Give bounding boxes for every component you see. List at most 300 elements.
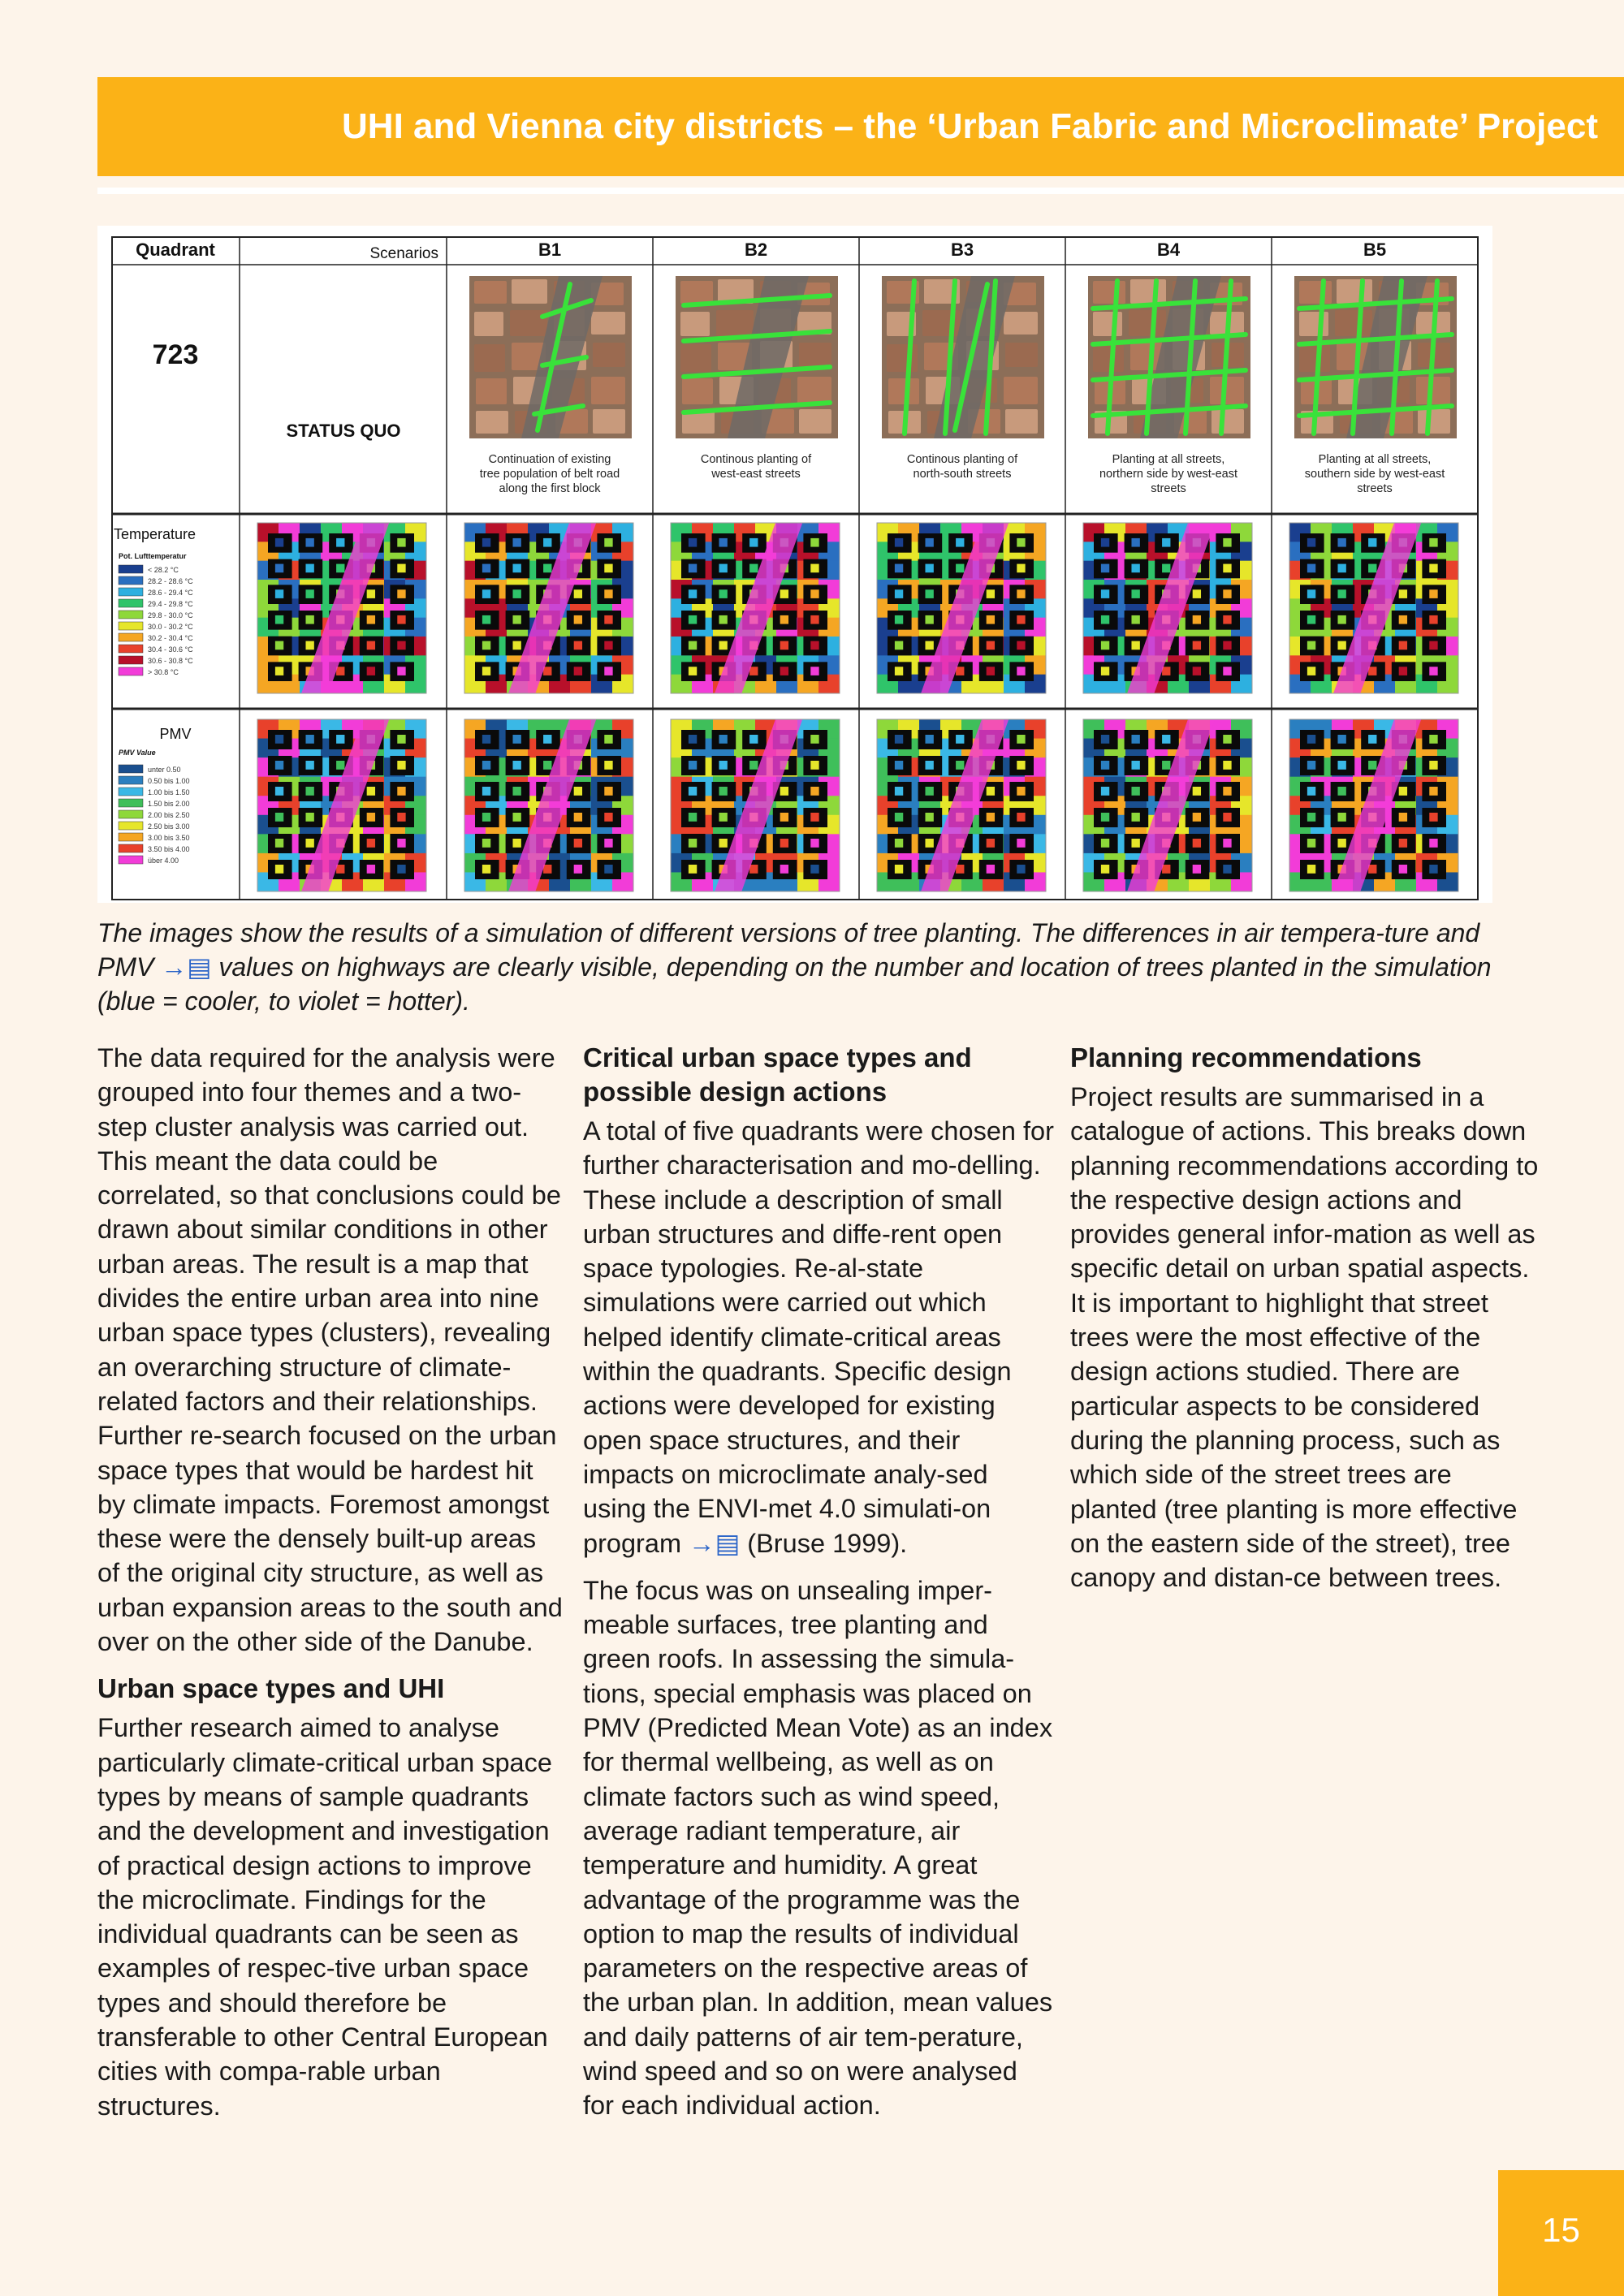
pmv-legend-label: 2.50 bis 3.00 <box>148 822 190 831</box>
courtyard <box>482 761 490 770</box>
courtyard <box>1429 667 1437 675</box>
temperature-legend-swatch <box>119 633 143 641</box>
courtyard <box>987 839 995 848</box>
heading-critical-urban-space: Critical urban space types and possible design actions <box>583 1042 972 1107</box>
scenario-description-B3: north-south streets <box>913 468 1012 481</box>
rooftop-block <box>593 343 625 367</box>
courtyard <box>780 787 788 796</box>
courtyard <box>749 667 758 675</box>
courtyard <box>1017 538 1025 547</box>
courtyard <box>1337 641 1345 650</box>
courtyard <box>512 761 520 770</box>
temperature-map-1 <box>464 523 634 694</box>
courtyard <box>397 589 405 598</box>
courtyard <box>895 865 903 874</box>
courtyard <box>1101 589 1109 598</box>
courtyard <box>1223 538 1231 547</box>
pmv-legend-title: PMV Value <box>119 749 156 757</box>
rooftop-block <box>1299 312 1328 336</box>
rooftop-block <box>510 310 547 336</box>
courtyard <box>1399 787 1407 796</box>
courtyard <box>604 589 612 598</box>
pmv-legend-label: 2.00 bis 2.50 <box>148 811 190 819</box>
caption-text-1: The images show the results of a simulation of different versions of tree planting. The differences in air tempera-ture and PMV <box>97 918 1480 982</box>
rooftop-block <box>476 411 508 434</box>
courtyard <box>1368 564 1376 573</box>
courtyard <box>987 865 995 874</box>
scenario-description-B1: along the first block <box>499 482 601 495</box>
rooftop-block <box>716 310 754 336</box>
temperature-legend-label: 29.4 - 29.8 °C <box>148 600 193 608</box>
courtyard <box>1101 787 1109 796</box>
courtyard <box>1101 667 1109 675</box>
courtyard <box>1017 641 1025 650</box>
courtyard <box>810 839 818 848</box>
temperature-legend-swatch <box>119 576 143 585</box>
rooftop-block <box>512 279 547 304</box>
courtyard <box>482 787 490 796</box>
courtyard <box>1429 813 1437 822</box>
rooftop-block <box>1129 310 1166 336</box>
courtyard <box>1307 839 1315 848</box>
courtyard <box>689 538 697 547</box>
temperature-legend-label: 28.6 - 29.4 °C <box>148 589 193 597</box>
courtyard <box>780 589 788 598</box>
courtyard <box>719 761 727 770</box>
pmv-legend-label: 1.00 bis 1.50 <box>148 788 190 796</box>
col2-text-1b: (Bruse 1999). <box>740 1528 908 1558</box>
courtyard <box>1429 615 1437 624</box>
scenario-description-B2: Continous planting of <box>700 453 812 466</box>
courtyard <box>895 735 903 744</box>
pmv-legend-swatch <box>119 776 143 784</box>
courtyard <box>1017 735 1025 744</box>
courtyard <box>810 641 818 650</box>
simulation-figure <box>97 226 1492 903</box>
courtyard <box>689 839 697 848</box>
courtyard <box>275 735 283 744</box>
temperature-legend-label: 30.2 - 30.4 °C <box>148 634 193 642</box>
aerial-thumbnail-1 <box>469 276 632 438</box>
courtyard <box>336 667 344 675</box>
courtyard <box>482 538 490 547</box>
courtyard <box>397 641 405 650</box>
status-quo-label: STATUS QUO <box>286 421 401 441</box>
courtyard <box>604 564 612 573</box>
courtyard <box>397 761 405 770</box>
courtyard <box>987 589 995 598</box>
header-band <box>97 77 1624 176</box>
rooftop-block <box>1299 344 1330 372</box>
courtyard <box>275 667 283 675</box>
courtyard <box>956 761 964 770</box>
scenario-label-B1: B1 <box>538 240 562 260</box>
courtyard <box>482 564 490 573</box>
courtyard <box>1307 615 1315 624</box>
scenario-label-B3: B3 <box>950 240 974 260</box>
col2-text-1a: A total of five quadrants were chosen for further characterisation and mo-delling. These include a description of small urban structures and diffe-rent open space typologies. Re-al-state simulations were carried out which helped identify climate-critical areas within the quadrants. Specific design actions were developed for existing open space structures, and their impacts on microclimate analy-sed using the ENVI-met 4.0 simulati-on program <box>583 1116 1054 1558</box>
courtyard <box>1162 564 1170 573</box>
courtyard <box>1193 839 1201 848</box>
rooftop-block <box>1299 281 1332 304</box>
courtyard <box>1429 564 1437 573</box>
courtyard <box>719 813 727 822</box>
courtyard <box>956 564 964 573</box>
courtyard <box>810 538 818 547</box>
glossary-link-icon[interactable]: →▤ <box>161 952 212 982</box>
courtyard <box>482 589 490 598</box>
courtyard <box>810 564 818 573</box>
courtyard <box>574 865 582 874</box>
col2-paragraph-1 <box>583 1114 1054 1560</box>
courtyard <box>543 735 551 744</box>
courtyard <box>925 538 933 547</box>
courtyard <box>749 761 758 770</box>
courtyard <box>895 641 903 650</box>
courtyard <box>1307 589 1315 598</box>
courtyard <box>987 667 995 675</box>
courtyard <box>1131 589 1139 598</box>
aerial-thumbnail-5 <box>1294 276 1457 438</box>
courtyard <box>482 615 490 624</box>
courtyard <box>780 641 788 650</box>
courtyard <box>574 787 582 796</box>
courtyard <box>719 839 727 848</box>
courtyard <box>367 615 375 624</box>
courtyard <box>1131 615 1139 624</box>
courtyard <box>1223 839 1231 848</box>
temperature-legend-title: Pot. Lufttemperatur <box>119 552 187 560</box>
courtyard <box>780 813 788 822</box>
courtyard <box>895 839 903 848</box>
courtyard <box>604 538 612 547</box>
courtyard <box>482 839 490 848</box>
rooftop-block <box>593 409 625 434</box>
rooftop-block <box>680 312 710 336</box>
pmv-legend-swatch <box>119 844 143 852</box>
courtyard <box>1017 615 1025 624</box>
courtyard <box>956 538 964 547</box>
courtyard <box>810 813 818 822</box>
courtyard <box>397 839 405 848</box>
pmv-label: PMV <box>159 726 192 742</box>
courtyard <box>1337 735 1345 744</box>
courtyard <box>367 641 375 650</box>
courtyard <box>1101 538 1109 547</box>
temperature-legend-swatch <box>119 565 143 573</box>
courtyard <box>1193 865 1201 874</box>
courtyard <box>543 667 551 675</box>
temperature-map-5 <box>1289 523 1459 694</box>
simulation-table <box>97 226 1492 903</box>
courtyard <box>397 813 405 822</box>
rooftop-block <box>474 281 507 304</box>
courtyard <box>1223 813 1231 822</box>
courtyard <box>1429 865 1437 874</box>
rooftop-block <box>1004 377 1038 404</box>
rooftop-block <box>1005 343 1038 367</box>
courtyard <box>1337 813 1345 822</box>
courtyard <box>1017 564 1025 573</box>
courtyard <box>1399 865 1407 874</box>
courtyard <box>1017 865 1025 874</box>
pmv-legend-swatch <box>119 799 143 807</box>
rooftop-block <box>799 343 831 367</box>
temperature-legend-swatch <box>119 656 143 664</box>
courtyard <box>719 589 727 598</box>
courtyard <box>367 589 375 598</box>
courtyard <box>1368 735 1376 744</box>
courtyard <box>1131 538 1139 547</box>
scenario-description-B5: southern side by west-east <box>1304 468 1445 481</box>
courtyard <box>275 839 283 848</box>
courtyard <box>1131 787 1139 796</box>
courtyard <box>719 735 727 744</box>
courtyard <box>1101 641 1109 650</box>
courtyard <box>275 615 283 624</box>
courtyard <box>925 589 933 598</box>
courtyard <box>956 735 964 744</box>
temperature-legend-swatch <box>119 599 143 607</box>
column-2 <box>583 1041 1054 2136</box>
courtyard <box>1162 538 1170 547</box>
courtyard <box>810 615 818 624</box>
col3-paragraph-1: Project results are summarised in a catalogue of actions. This breaks down planning recommendations according to the respective design actions and provides general infor-mation as well as specific detail on urban spatial aspects. It is important to highlight that street trees were the most effective of the design actions studied. There are particular aspects to be considered during the planning process, such as which side of the street trees are planted (tree planting is more effective on the eastern side of the street), tree canopy and distan-ce between trees. <box>1070 1082 1539 1593</box>
rooftop-block <box>591 312 625 334</box>
temperature-legend-swatch <box>119 667 143 675</box>
courtyard <box>689 589 697 598</box>
courtyard <box>604 615 612 624</box>
courtyard <box>1399 667 1407 675</box>
scenario-label-B4: B4 <box>1156 240 1181 260</box>
courtyard <box>689 865 697 874</box>
pmv-map-5 <box>1289 719 1459 892</box>
courtyard <box>1307 538 1315 547</box>
column-1 <box>97 1041 564 2136</box>
courtyard <box>810 865 818 874</box>
temperature-legend-label: 28.2 - 28.6 °C <box>148 577 193 585</box>
courtyard <box>1399 589 1407 598</box>
temperature-legend-swatch <box>119 622 143 630</box>
temperature-legend-swatch <box>119 645 143 653</box>
courtyard <box>1101 865 1109 874</box>
courtyard <box>1101 813 1109 822</box>
rooftop-block <box>887 344 918 372</box>
courtyard <box>1193 667 1201 675</box>
temperature-map-4 <box>1083 523 1253 694</box>
scenario-label-B5: B5 <box>1363 240 1387 260</box>
courtyard <box>689 667 697 675</box>
courtyard <box>397 865 405 874</box>
aerial-thumbnail-2 <box>676 276 838 438</box>
courtyard <box>780 865 788 874</box>
courtyard <box>397 735 405 744</box>
courtyard <box>305 761 313 770</box>
courtyard <box>604 641 612 650</box>
courtyard <box>275 787 283 796</box>
courtyard <box>574 641 582 650</box>
courtyard <box>1399 615 1407 624</box>
courtyard <box>1307 667 1315 675</box>
rooftop-block <box>680 344 711 372</box>
temperature-legend-label: < 28.2 °C <box>148 566 179 574</box>
pmv-legend-label: unter 0.50 <box>148 766 181 774</box>
figure-caption <box>97 916 1494 1018</box>
courtyard <box>367 787 375 796</box>
courtyard <box>1399 839 1407 848</box>
courtyard <box>1337 538 1345 547</box>
courtyard <box>1368 865 1376 874</box>
pmv-legend-label: über 4.00 <box>148 857 179 865</box>
courtyard <box>689 641 697 650</box>
aerial-thumbnail-3 <box>882 276 1044 438</box>
courtyard <box>810 667 818 675</box>
courtyard <box>1223 667 1231 675</box>
courtyard <box>336 735 344 744</box>
courtyard <box>604 735 612 744</box>
courtyard <box>895 564 903 573</box>
header-divider <box>97 188 1624 194</box>
courtyard <box>719 641 727 650</box>
temperature-legend-label: > 30.8 °C <box>148 668 179 676</box>
courtyard <box>1131 564 1139 573</box>
courtyard <box>895 761 903 770</box>
courtyard <box>1337 787 1345 796</box>
courtyard <box>987 813 995 822</box>
courtyard <box>749 735 758 744</box>
temperature-legend-label: 30.4 - 30.6 °C <box>148 645 193 654</box>
courtyard <box>604 839 612 848</box>
courtyard <box>1307 735 1315 744</box>
pmv-legend-label: 0.50 bis 1.00 <box>148 777 190 785</box>
rooftop-block <box>1004 312 1038 334</box>
courtyard <box>749 538 758 547</box>
courtyard <box>689 761 697 770</box>
rooftop-block <box>1335 310 1372 336</box>
courtyard <box>780 839 788 848</box>
courtyard <box>1337 615 1345 624</box>
courtyard <box>895 538 903 547</box>
courtyard <box>1162 865 1170 874</box>
page-number: 15 <box>1542 2211 1580 2249</box>
temperature-legend-label: 30.6 - 30.8 °C <box>148 657 193 665</box>
courtyard <box>275 589 283 598</box>
rooftop-block <box>1093 312 1122 336</box>
courtyard <box>1429 761 1437 770</box>
pmv-legend-label: 3.50 bis 4.00 <box>148 845 190 853</box>
courtyard <box>749 865 758 874</box>
courtyard <box>1223 761 1231 770</box>
courtyard <box>482 641 490 650</box>
courtyard <box>482 865 490 874</box>
rooftop-block <box>1337 279 1372 304</box>
courtyard <box>512 641 520 650</box>
rooftop-block <box>799 409 831 434</box>
courtyard <box>574 589 582 598</box>
temperature-map-2 <box>671 523 840 694</box>
courtyard <box>925 761 933 770</box>
courtyard <box>719 787 727 796</box>
courtyard <box>512 589 520 598</box>
courtyard <box>810 735 818 744</box>
courtyard <box>1307 761 1315 770</box>
col1-paragraph-1: The data required for the analysis were grouped into four themes and a two-step cluster analysis was carried out. This meant the data could be correlated, so that conclusions could be drawn about similar conditions in other urban areas. The result is a map that divides the entire urban area into nine urban space types (clusters), revealing an overarching structure of climate-related factors and their relationships. Further re-search focused on the urban space types that would be hardest hit by climate impacts. Foremost amongst these were the densely built-up areas of the original city structure, as well as urban expansion areas to the south and over on the other side of the Danube. <box>97 1043 563 1657</box>
courtyard <box>336 865 344 874</box>
courtyard <box>1399 813 1407 822</box>
courtyard <box>604 865 612 874</box>
quadrant-number: 723 <box>152 339 199 370</box>
rooftop-block <box>1005 409 1038 434</box>
temperature-legend-swatch <box>119 611 143 619</box>
courtyard <box>574 813 582 822</box>
courtyard <box>1337 589 1345 598</box>
courtyard <box>1101 839 1109 848</box>
courtyard <box>1131 735 1139 744</box>
courtyard <box>1307 865 1315 874</box>
courtyard <box>543 538 551 547</box>
courtyard <box>543 761 551 770</box>
courtyard <box>987 615 995 624</box>
courtyard <box>275 564 283 573</box>
courtyard <box>956 667 964 675</box>
courtyard <box>1017 787 1025 796</box>
courtyard <box>574 839 582 848</box>
courtyard <box>1017 839 1025 848</box>
pmv-legend-swatch <box>119 822 143 830</box>
scenario-description-B4: streets <box>1151 482 1186 495</box>
courtyard <box>895 787 903 796</box>
courtyard <box>482 813 490 822</box>
courtyard <box>1307 813 1315 822</box>
courtyard <box>604 667 612 675</box>
temperature-legend-label: 30.0 - 30.2 °C <box>148 623 193 631</box>
courtyard <box>1429 787 1437 796</box>
courtyard <box>1307 787 1315 796</box>
courtyard <box>780 667 788 675</box>
courtyard <box>512 787 520 796</box>
glossary-link-icon[interactable]: →▤ <box>689 1528 741 1558</box>
courtyard <box>810 787 818 796</box>
courtyard <box>1131 641 1139 650</box>
courtyard <box>1017 813 1025 822</box>
courtyard <box>1193 641 1201 650</box>
courtyard <box>397 667 405 675</box>
heading-planning-recommendations: Planning recommendations <box>1070 1042 1422 1072</box>
rooftop-block <box>1093 344 1124 372</box>
pmv-legend-label: 1.50 bis 2.00 <box>148 800 190 808</box>
courtyard <box>1101 564 1109 573</box>
courtyard <box>810 589 818 598</box>
courtyard <box>305 538 313 547</box>
courtyard <box>1337 564 1345 573</box>
courtyard <box>482 667 490 675</box>
courtyard <box>1162 667 1170 675</box>
rooftop-block <box>1130 279 1166 304</box>
courtyard <box>1223 564 1231 573</box>
courtyard <box>1429 538 1437 547</box>
rooftop-block <box>1212 409 1244 434</box>
scenario-description-B5: streets <box>1357 482 1393 495</box>
courtyard <box>275 813 283 822</box>
pmv-map-1 <box>464 719 634 892</box>
pmv-map-3 <box>877 719 1047 892</box>
courtyard <box>512 839 520 848</box>
courtyard <box>1429 839 1437 848</box>
pmv-map-4 <box>1083 719 1253 892</box>
pmv-map-0 <box>257 719 427 892</box>
courtyard <box>925 735 933 744</box>
courtyard <box>925 839 933 848</box>
